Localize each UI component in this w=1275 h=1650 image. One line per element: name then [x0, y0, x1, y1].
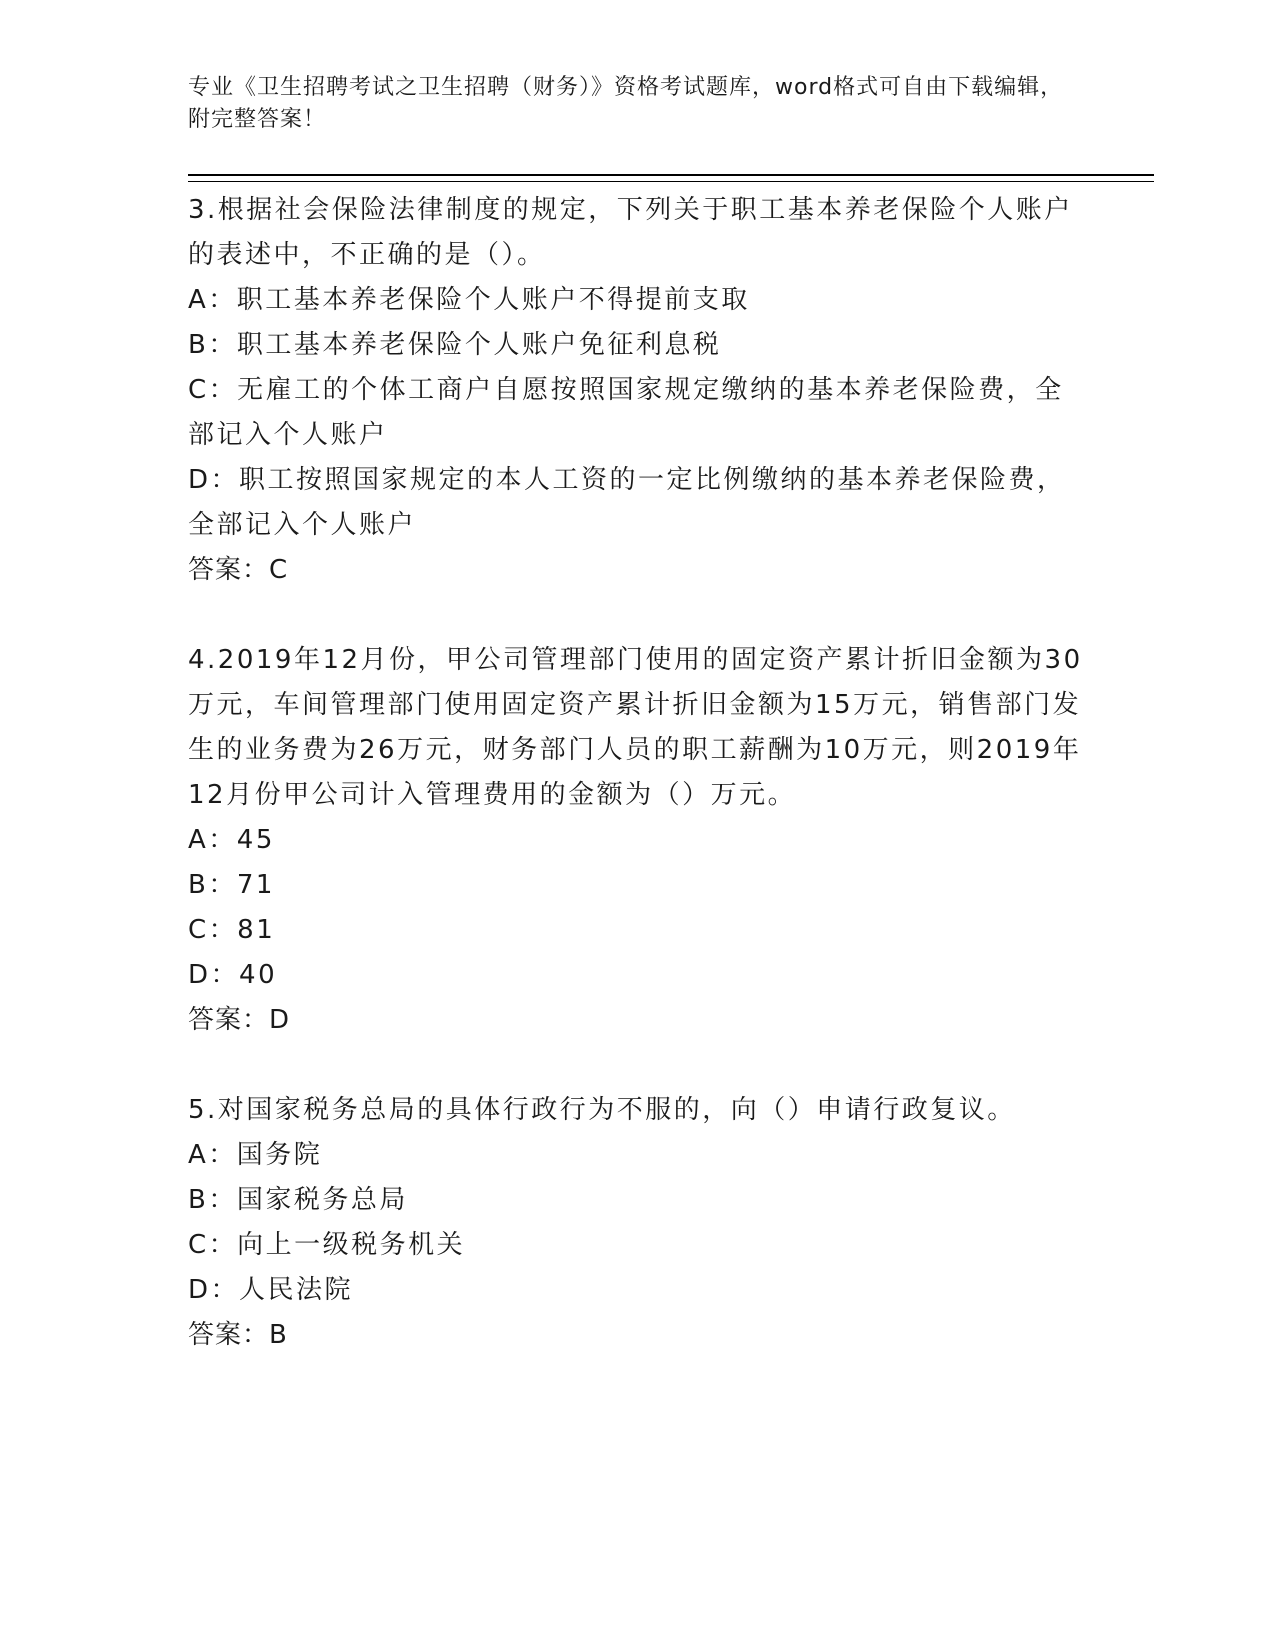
option-b: B：国家税务总局 [188, 1185, 408, 1215]
option-d: D：职工按照国家规定的本人工资的一定比例缴纳的基本养老保险费，全部记入个人账户 [188, 465, 1066, 540]
option-a: A：职工基本养老保险个人账户不得提前支取 [188, 285, 750, 315]
question-stem: 4.2019年12月份，甲公司管理部门使用的固定资产累计折旧金额为30万元，车间管理部门使用固定资产累计折旧金额为15万元，销售部门发生的业务费为26万元，财务部门人员的职工薪酬为10万元，则2019年12月份甲公司计入管理费用的金额为（）万元。 [188, 645, 1083, 810]
answer: 答案：B [188, 1320, 288, 1350]
question-list [188, 188, 1088, 1358]
option-b: B：职工基本养老保险个人账户免征利息税 [188, 330, 722, 360]
option-c: C：向上一级税务机关 [188, 1230, 466, 1260]
question-4 [188, 638, 1088, 1043]
question-stem: 5.对国家税务总局的具体行政行为不服的，向（）申请行政复议。 [188, 1095, 1016, 1125]
spacer [188, 1043, 1088, 1088]
document-header: 专业《卫生招聘考试之卫生招聘（财务）》资格考试题库，word格式可自由下载编辑，附完整答案！ [188, 75, 1064, 132]
option-d: D：40 [188, 960, 278, 990]
option-d: D：人民法院 [188, 1275, 354, 1305]
header-rule-thick [188, 174, 1154, 176]
question-stem: 3.根据社会保险法律制度的规定，下列关于职工基本养老保险个人账户的表述中，不正确的是（）。 [188, 195, 1073, 270]
option-c: C：无雇工的个体工商户自愿按照国家规定缴纳的基本养老保险费，全部记入个人账户 [188, 375, 1064, 450]
option-a: A：45 [188, 825, 275, 855]
answer: 答案：D [188, 1005, 291, 1035]
question-5 [188, 1088, 1088, 1358]
option-c: C：81 [188, 915, 276, 945]
header-rule-thin [188, 181, 1154, 182]
question-3 [188, 188, 1088, 593]
answer: 答案：C [188, 555, 289, 585]
option-a: A：国务院 [188, 1140, 323, 1170]
spacer [188, 593, 1088, 638]
option-b: B：71 [188, 870, 275, 900]
